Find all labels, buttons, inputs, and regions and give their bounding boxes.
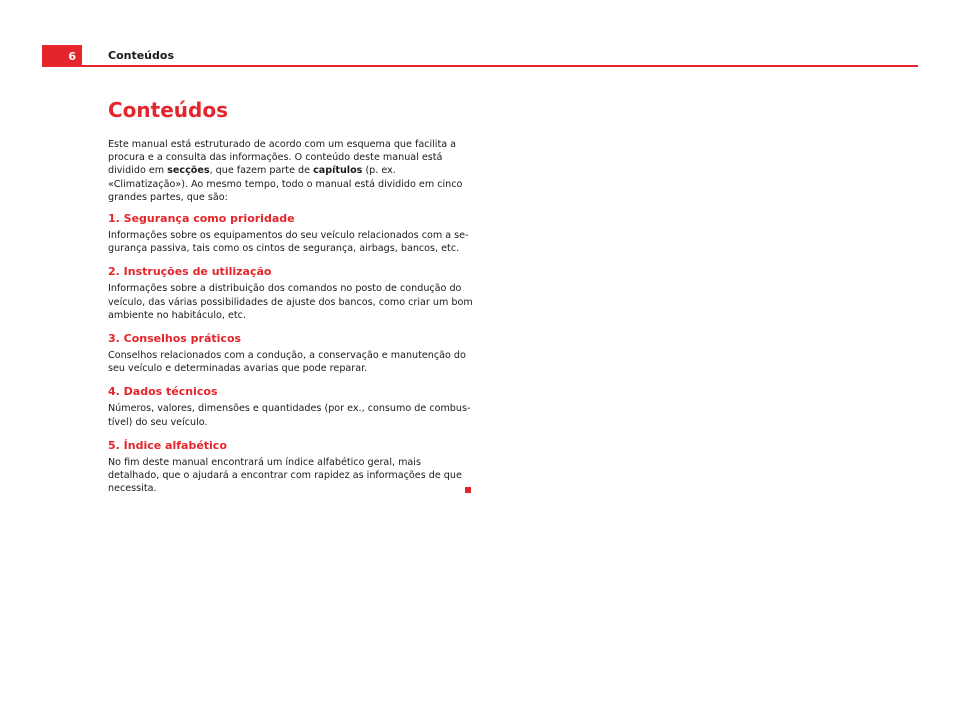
main-content: [108, 96, 473, 504]
page-number: 6: [68, 49, 76, 63]
section-body: Informações sobre os equipamentos do seu veículo relacionados com a segurança passiva, tais como os cintos de segurança, airbags, bancos, etc.: [108, 230, 469, 255]
section-5: [108, 438, 473, 496]
intro-bold-sections: secções: [167, 165, 210, 177]
intro-paragraph: [108, 138, 473, 204]
intro-text-3: (p. ex. «Climatização»). Ao mesmo tempo, todo o manual está dividido em cinco grandes partes, que são:: [108, 165, 463, 203]
page-title: Conteúdos: [108, 98, 228, 122]
end-of-section-square-icon: [465, 487, 471, 493]
intro-text-1: Este manual está estruturado de acordo com um esquema que facilita a procura e a consulta das informações. O conteúdo deste manual está dividido em: [108, 139, 457, 177]
section-body: Conselhos relacionados com a condução, a conservação e manutenção do seu veículo e determinadas avarias que pode reparar.: [108, 350, 466, 375]
section-heading: 5. Índice alfabético: [108, 438, 227, 452]
page-number-badge: [42, 45, 82, 67]
section-body: No fim deste manual encontrará um índice alfabético geral, mais detalhado, que o ajudará a encontrar com rapidez as informações de que necessita.: [108, 456, 462, 495]
header-title: Conteúdos: [108, 49, 174, 62]
section-heading: 1. Segurança como prioridade: [108, 212, 295, 226]
intro-bold-chapters: capítulos: [313, 165, 363, 177]
page-header: [42, 45, 918, 67]
section-1: [108, 211, 473, 255]
section-heading: 3. Conselhos práticos: [108, 332, 242, 346]
section-heading: 2. Instruções de utilização: [108, 265, 272, 279]
section-2: [108, 264, 473, 322]
header-rule: [82, 65, 918, 67]
intro-text-2: , que fazem parte de: [209, 165, 314, 177]
section-body: Números, valores, dimensões e quantidades (por ex., consumo de combustível) do seu veículo.: [108, 403, 471, 428]
section-3: [108, 331, 473, 375]
section-4: [108, 384, 473, 428]
section-heading: 4. Dados técnicos: [108, 385, 218, 399]
section-body: Informações sobre a distribuição dos comandos no posto de condução do veículo, das várias possibilidades de ajuste dos bancos, como criar um bom ambiente no habitáculo, etc.: [108, 283, 473, 321]
